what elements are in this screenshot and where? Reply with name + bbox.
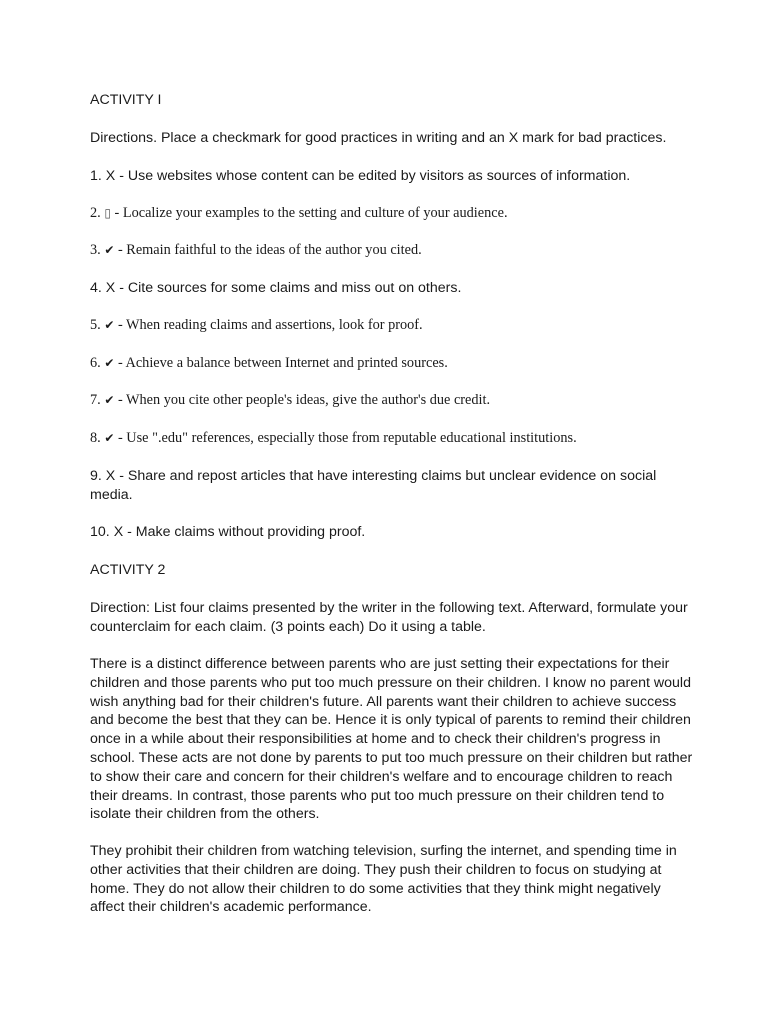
item-text: Cite sources for some claims and miss out on others. xyxy=(127,280,462,296)
list-item-8: 8. ✔ - Use ".edu" references, especially those from reputable educational institutions. xyxy=(90,430,577,446)
x-mark-icon: X xyxy=(113,524,124,540)
list-item-3: 3. ✔ - Remain faithful to the ideas of the author you cited. xyxy=(90,242,422,258)
list-item-5: 5. ✔ - When reading claims and assertions, look for proof. xyxy=(90,317,423,333)
list-item-7: 7. ✔ - When you cite other people's ideas, give the author's due credit. xyxy=(90,392,491,408)
item-text: When reading claims and assertions, look for proof. xyxy=(126,317,423,333)
item-text: When you cite other people's ideas, give the author's due credit. xyxy=(126,392,491,408)
paragraph-line: other activities that their children are doing. They push their children to focus on studying at xyxy=(90,861,662,878)
paragraph-line: and become the best that they can be. Hence it is only typical of parents to remind their children xyxy=(90,712,691,729)
item-text: Make claims without providing proof. xyxy=(135,524,366,540)
paragraph-line: wish anything bad for their children's future. All parents want their children to achieve success xyxy=(90,693,677,710)
activity1-heading: ACTIVITY I xyxy=(90,92,162,108)
paragraph-line: home. They do not allow their children to do some activities that they think might negatively xyxy=(90,880,661,897)
item-number: 5. xyxy=(90,317,101,333)
paragraph-line: counterclaim for each claim. (3 points each) Do it using a table. xyxy=(90,618,486,635)
item-number: 8. xyxy=(90,430,101,446)
checkmark-icon: ✔ xyxy=(104,356,115,370)
text-paragraph-2 xyxy=(90,842,677,917)
list-item-1: 1. X - Use websites whose content can be edited by visitors as sources of information. xyxy=(90,168,631,184)
item-number: 10. xyxy=(90,524,110,540)
activity2-heading: ACTIVITY 2 xyxy=(90,562,166,578)
paragraph-line: their dreams. In contrast, those parents who put too much pressure on their children tend to xyxy=(90,787,665,804)
item-text: Remain faithful to the ideas of the author you cited. xyxy=(126,242,422,258)
checkmark-icon: ✔ xyxy=(104,431,115,445)
item-number: 4. xyxy=(90,280,102,296)
x-mark-icon: X xyxy=(105,280,116,296)
paragraph-line: affect their children's academic performance. xyxy=(90,899,372,916)
checkmark-icon: ✔ xyxy=(104,318,115,332)
item-text: Use websites whose content can be edited by visitors as sources of information. xyxy=(127,168,631,184)
text-paragraph-1 xyxy=(90,655,692,824)
item-text: Localize your examples to the setting and culture of your audience. xyxy=(122,205,508,221)
x-mark-icon: X xyxy=(105,468,116,484)
paragraph-line: isolate their children from the others. xyxy=(90,806,320,823)
paragraph-line: to show their care and concern for their children's welfare and to encourage children to reach xyxy=(90,768,673,785)
item-number: 3. xyxy=(90,242,101,258)
paragraph-line: school. These acts are not done by parents to put too much pressure on their children but rather xyxy=(90,749,693,766)
x-mark-icon: X xyxy=(105,168,116,184)
item-number: 6. xyxy=(90,355,101,371)
activity2-direction xyxy=(90,599,688,637)
list-item-2: 2. ▯ - Localize your examples to the setting and culture of your audience. xyxy=(90,205,508,221)
paragraph-line: Direction: List four claims presented by the writer in the following text. Afterward, formulate your xyxy=(90,600,688,616)
list-item-6: 6. ✔ - Achieve a balance between Internet and printed sources. xyxy=(90,355,448,371)
item-number: 9. xyxy=(90,468,102,484)
item-number: 2. xyxy=(90,205,101,221)
paragraph-line: They prohibit their children from watching television, surfing the internet, and spending time in xyxy=(90,843,677,859)
paragraph-line: There is a distinct difference between parents who are just setting their expectations for their xyxy=(90,656,670,672)
item-text-line: media. xyxy=(90,486,133,503)
paragraph-line: once in a while about their responsibilities at home and to check their children's progress in xyxy=(90,731,661,748)
list-item-4: 4. X - Cite sources for some claims and miss out on others. xyxy=(90,280,462,296)
checkmark-icon: ✔ xyxy=(104,243,115,257)
item-text: Achieve a balance between Internet and printed sources. xyxy=(125,355,448,371)
activity1-directions: Directions. Place a checkmark for good practices in writing and an X mark for bad practices. xyxy=(90,130,667,146)
paragraph-line: children and those parents who put too much pressure on their children. I know no parent would xyxy=(90,674,691,691)
item-number: 7. xyxy=(90,392,101,408)
item-text-line: Share and repost articles that have interesting claims but unclear evidence on social xyxy=(127,468,657,484)
missing-glyph-icon: ▯ xyxy=(104,206,111,220)
item-number: 1. xyxy=(90,168,102,184)
list-item-10: 10. X - Make claims without providing proof. xyxy=(90,524,366,540)
list-item-9: 9. X - Share and repost articles that have interesting claims but unclear evidence on social media. xyxy=(90,468,657,503)
checkmark-icon: ✔ xyxy=(104,393,115,407)
item-text: Use ".edu" references, especially those from reputable educational institutions. xyxy=(126,430,577,446)
